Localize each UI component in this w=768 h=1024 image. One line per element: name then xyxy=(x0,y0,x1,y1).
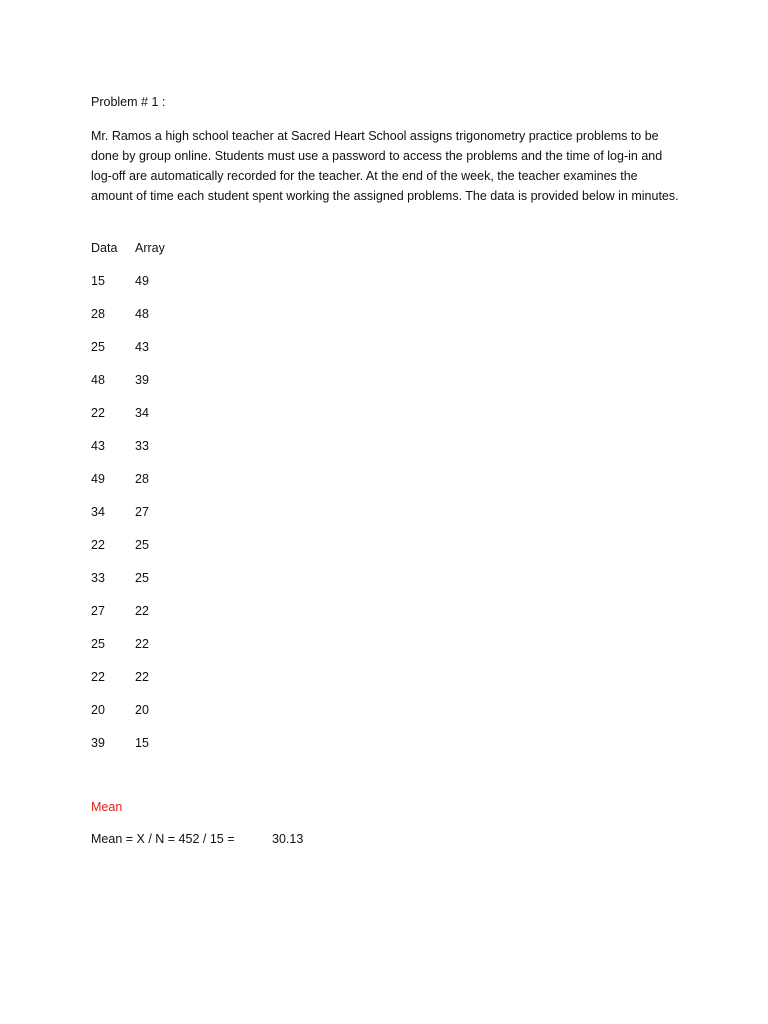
array-cell: 34 xyxy=(135,406,149,420)
array-cell: 15 xyxy=(135,736,149,750)
data-cell: 20 xyxy=(91,703,105,717)
data-cell: 28 xyxy=(91,307,105,321)
data-cell: 27 xyxy=(91,604,105,618)
data-cell: 25 xyxy=(91,340,105,354)
array-cell: 22 xyxy=(135,604,149,618)
data-cell: 22 xyxy=(91,406,105,420)
array-cell: 22 xyxy=(135,670,149,684)
data-cell: 34 xyxy=(91,505,105,519)
mean-heading: Mean xyxy=(91,800,123,814)
problem-heading: Problem # 1 : xyxy=(91,95,166,109)
data-cell: 39 xyxy=(91,736,105,750)
column-header-array: Array xyxy=(135,241,165,255)
array-cell: 20 xyxy=(135,703,149,717)
data-cell: 33 xyxy=(91,571,105,585)
array-cell: 22 xyxy=(135,637,149,651)
array-cell: 33 xyxy=(135,439,149,453)
array-cell: 48 xyxy=(135,307,149,321)
data-cell: 22 xyxy=(91,538,105,552)
data-cell: 15 xyxy=(91,274,105,288)
array-cell: 39 xyxy=(135,373,149,387)
data-cell: 48 xyxy=(91,373,105,387)
data-cell: 22 xyxy=(91,670,105,684)
array-cell: 28 xyxy=(135,472,149,486)
data-cell: 49 xyxy=(91,472,105,486)
mean-formula: Mean = X / N = 452 / 15 = xyxy=(91,832,235,846)
array-cell: 49 xyxy=(135,274,149,288)
problem-description: Mr. Ramos a high school teacher at Sacred Heart School assigns trigonometry practice problems to be done by group online. Students must use a password to access the problems and the time of log-in and log-off are automatically recorded for the teacher. At the end of the week, the teacher examines the amount of time each student spent working the assigned problems. The data is provided below in minutes. xyxy=(91,129,679,203)
column-header-data: Data xyxy=(91,241,118,255)
mean-result: 30.13 xyxy=(272,832,304,846)
array-cell: 43 xyxy=(135,340,149,354)
array-cell: 27 xyxy=(135,505,149,519)
data-cell: 43 xyxy=(91,439,105,453)
array-cell: 25 xyxy=(135,538,149,552)
array-cell: 25 xyxy=(135,571,149,585)
data-cell: 25 xyxy=(91,637,105,651)
